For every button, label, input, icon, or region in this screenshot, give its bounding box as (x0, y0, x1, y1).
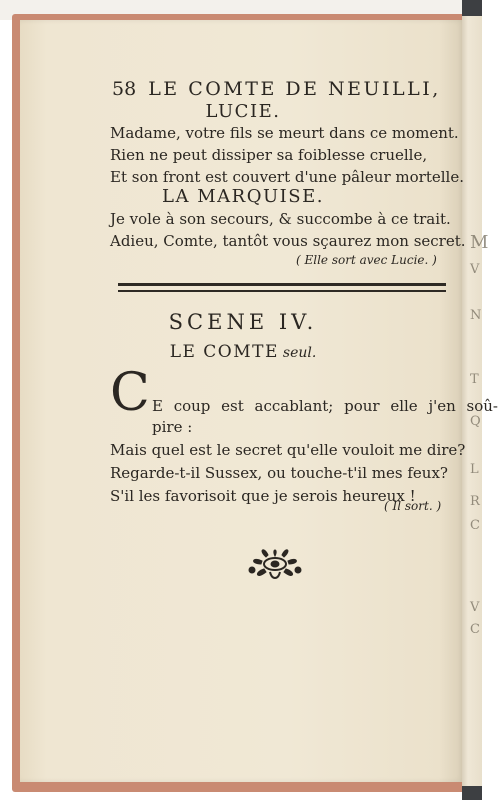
drop-cap: C (110, 363, 150, 423)
facing-letter: T (470, 372, 479, 387)
verse-line: E coup est accablant; pour elle j'en soû- (152, 397, 498, 415)
verse-line: Je vole à son secours, & succombe à ce trait. (110, 210, 451, 228)
facing-letter: V (470, 600, 480, 615)
stage-direction: ( Elle sort avec Lucie. ) (296, 253, 437, 267)
verse-line: S'il les favorisoit que je serois heureux ! (110, 487, 416, 505)
verse-line: Et son front est couvert d'une pâleur mortelle. (110, 168, 464, 186)
facing-letter: M (470, 232, 489, 253)
facing-letter: C (470, 518, 480, 533)
floral-ornament-icon (244, 542, 306, 584)
verse-line: Adieu, Comte, tantôt vous sçaurez mon secret. (110, 232, 466, 250)
speaker-note: seul. (282, 345, 317, 361)
facing-letter: N (470, 308, 482, 323)
facing-letter: L (470, 462, 479, 477)
verse-line: Regarde-t-il Sussex, ou touche-t'il mes feux? (110, 464, 448, 482)
scene-divider-thick (118, 283, 446, 286)
stage-direction: ( Il sort. ) (384, 499, 442, 513)
facing-letter: V (470, 262, 480, 277)
page-number: 58 (112, 78, 137, 100)
speaker-lucie: LUCIE. (205, 101, 281, 122)
verse-line: Mais quel est le secret qu'elle vouloit me dire? (110, 441, 466, 459)
scene-divider-thin (118, 290, 446, 292)
scene-title: SCENE IV. (168, 310, 318, 334)
facing-letter: Q (470, 414, 481, 429)
running-title: LE COMTE DE NEUILLI, (148, 78, 441, 100)
speaker-name: LE COMTE (169, 342, 279, 362)
verse-line: Rien ne peut dissiper sa foiblesse cruelle, (110, 146, 428, 164)
scene-speaker (20, 342, 466, 362)
verse-line-continuation: pire : (152, 418, 193, 436)
binding-bottom (462, 786, 482, 800)
page-header (112, 78, 452, 100)
facing-letter: R (470, 494, 480, 509)
facing-letter: C (470, 622, 480, 637)
speaker-marquise: LA MARQUISE. (162, 186, 324, 207)
verse-line: Madame, votre fils se meurt dans ce moment. (110, 124, 459, 142)
